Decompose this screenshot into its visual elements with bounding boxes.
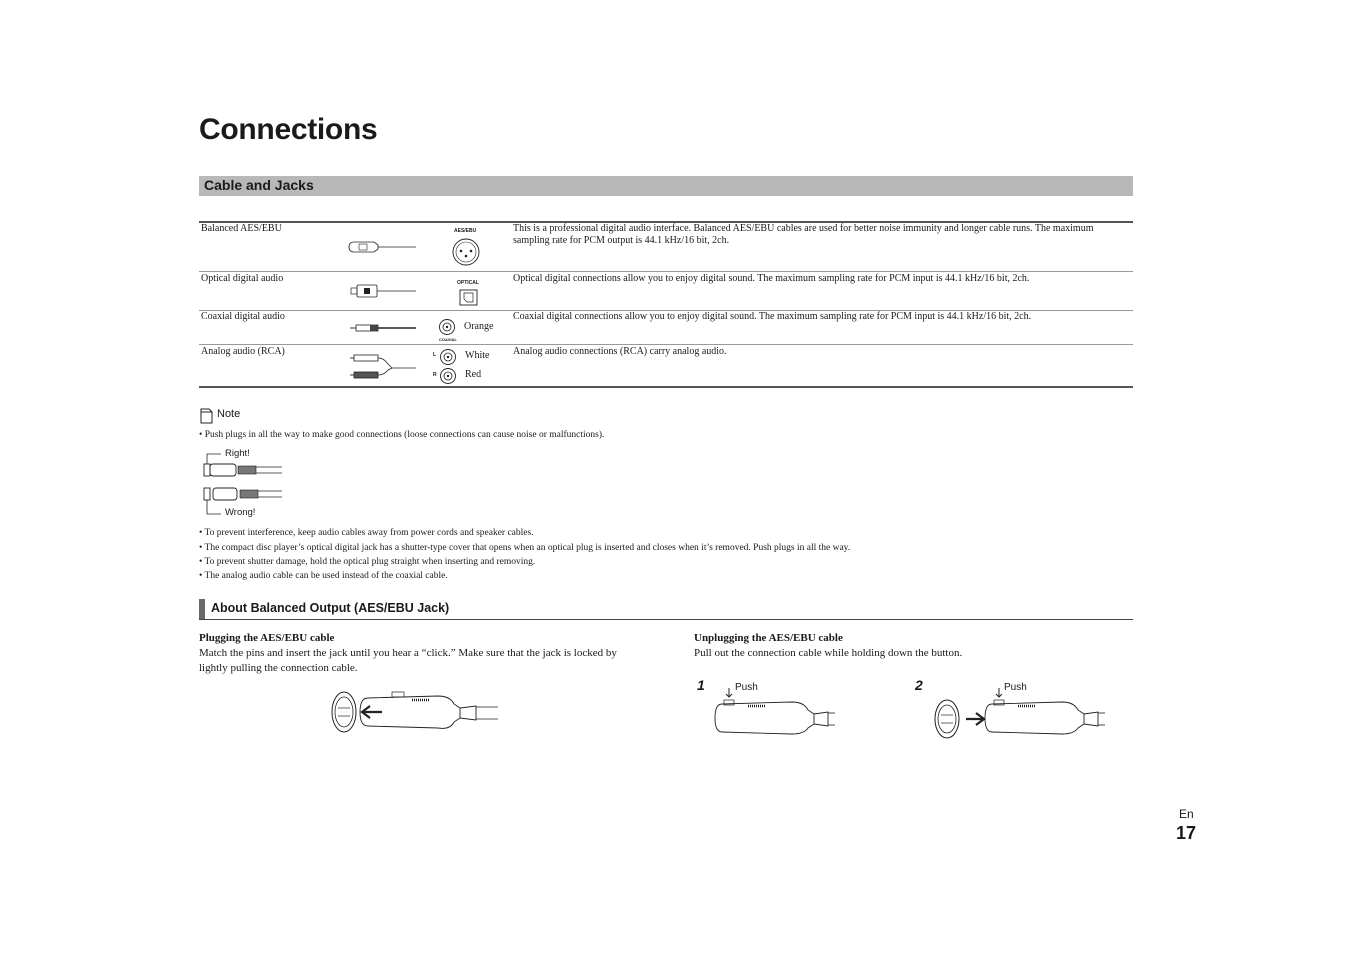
note-bullet: • To prevent interference, keep audio cables away from power cords and speaker cables. — [199, 528, 534, 538]
table-row-name: Optical digital audio — [201, 273, 284, 284]
jack-label: OPTICAL — [457, 280, 479, 286]
subsection-title: About Balanced Output (AES/EBU Jack) — [211, 601, 450, 615]
rca-left-label: L — [433, 352, 437, 358]
jack-color-label: Red — [465, 369, 482, 380]
note-title: Note — [217, 408, 241, 420]
push-label: Push — [735, 682, 758, 693]
section-header-cable-and-jacks — [199, 176, 1133, 196]
rca-plug-icon — [348, 350, 418, 380]
coaxial-plug-icon — [348, 322, 418, 334]
jack-label: AES/EBU — [454, 228, 477, 234]
optical-plug-icon — [348, 284, 418, 298]
rca-jack-right-icon — [439, 367, 457, 385]
table-row-description: Optical digital connections allow you to enjoy digital sound. The maximum sampling rate for PCM input is 44.1 kHz/16 bit, 2ch. — [513, 273, 1030, 284]
page-number: 17 — [1176, 823, 1197, 843]
table-row-description: This is a professional digital audio interface. Balanced AES/EBU cables are used for better noise immunity and longer cable runs. The maximum sampling rate for PCM output is 44.1 kHz/16 bit, 2ch. — [513, 223, 1094, 246]
table-row-description: Analog audio connections (RCA) carry analog audio. — [513, 346, 727, 357]
subsection-marker — [199, 599, 205, 619]
step-number: 1 — [697, 677, 705, 693]
xlr-plug-icon — [348, 240, 418, 254]
table-row-name: Balanced AES/EBU — [201, 223, 282, 234]
page-title: Connections — [199, 113, 378, 146]
unplug-heading: Unplugging the AES/EBU cable — [694, 632, 843, 644]
jack-label: COAXIAL — [439, 337, 457, 342]
subsection-header-balanced-output — [199, 599, 1133, 620]
xlr-plugging-illustration — [330, 690, 500, 735]
table-row-divider — [199, 271, 1133, 272]
page-language: En — [1179, 807, 1194, 821]
table-row-divider — [199, 344, 1133, 345]
table-row-name: Coaxial digital audio — [201, 311, 285, 322]
note-bullet: • The compact disc player’s optical digital jack has a shutter-type cover that opens when an optical plug is inserted and closes when it’s removed. Push plugs in all the way. — [199, 543, 851, 553]
plug-instructions: Match the pins and insert the jack until you hear a “click.” Make sure that the jack is locked by lightly pulling the connection cable. — [199, 647, 617, 674]
jack-color-label: White — [465, 350, 490, 361]
right-label: Right! — [225, 448, 250, 459]
note-bullet: • Push plugs in all the way to make good connections (loose connections can cause noise or malfunctions). — [199, 430, 605, 440]
coaxial-jack-icon — [438, 318, 456, 336]
optical-jack-icon — [459, 289, 479, 307]
table-bottom-rule — [199, 386, 1133, 388]
note-icon — [200, 408, 213, 424]
table-row-name: Analog audio (RCA) — [201, 346, 285, 357]
xlr-unplug-step2-illustration — [932, 686, 1107, 741]
table-row-description: Coaxial digital connections allow you to enjoy digital sound. The maximum sampling rate for PCM input is 44.1 kHz/16 bit, 2ch. — [513, 311, 1032, 322]
plug-heading: Plugging the AES/EBU cable — [199, 632, 335, 644]
xlr-jack-icon — [452, 237, 480, 267]
wrong-label: Wrong! — [225, 507, 256, 518]
note-bullet: • The analog audio cable can be used instead of the coaxial cable. — [199, 571, 448, 581]
xlr-unplug-step1-illustration — [712, 686, 837, 736]
push-label: Push — [1004, 682, 1027, 693]
plug-insertion-diagram — [200, 450, 290, 520]
note-bullet: • To prevent shutter damage, hold the optical plug straight when inserting and removing. — [199, 557, 536, 567]
unplug-instructions: Pull out the connection cable while holding down the button. — [694, 647, 963, 659]
jack-color-label: Orange — [464, 321, 494, 332]
section-title: Cable and Jacks — [204, 177, 314, 193]
rca-jack-left-icon — [439, 348, 457, 366]
rca-right-label: R — [433, 372, 437, 378]
step-number: 2 — [915, 677, 923, 693]
